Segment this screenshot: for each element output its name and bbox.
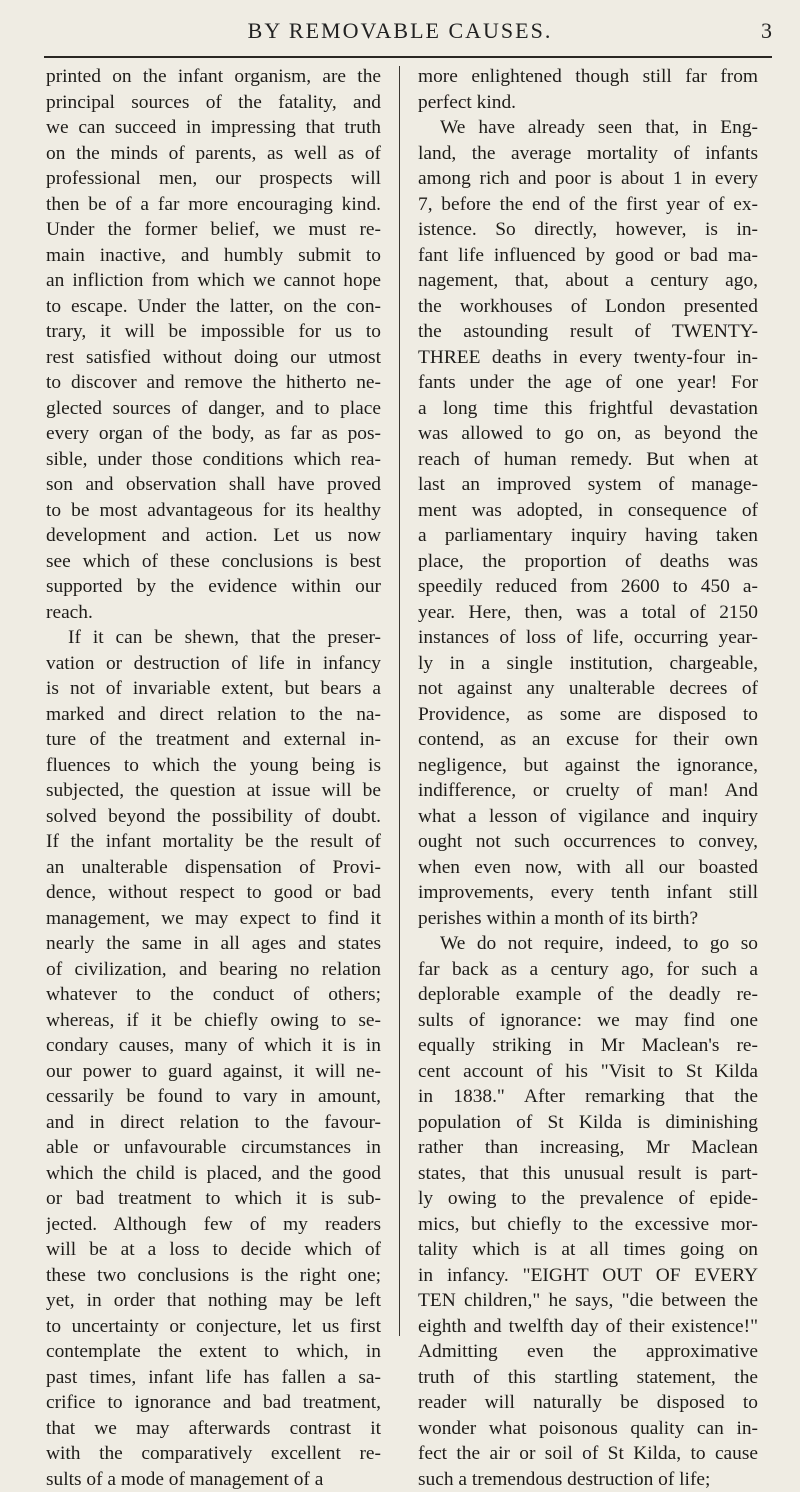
- text-line: If the infant mortality be the result of: [46, 829, 381, 855]
- right-text-column: [418, 64, 758, 1492]
- text-line: fant life influenced by good or bad ma-: [418, 243, 758, 269]
- text-line: glected sources of danger, and to place: [46, 396, 381, 422]
- text-line: which the child is placed, and the good: [46, 1161, 381, 1187]
- text-line: professional men, our prospects will: [46, 166, 381, 192]
- text-line: when even now, with all our boasted: [418, 855, 758, 881]
- text-line: land, the average mortality of infants: [418, 141, 758, 167]
- text-line: will be at a loss to decide which of: [46, 1237, 381, 1263]
- text-line: Providence, as some are disposed to: [418, 702, 758, 728]
- text-line: speedily reduced from 2600 to 450 a-: [418, 574, 758, 600]
- page-number: 3: [761, 18, 772, 44]
- text-line: ture of the treatment and external in-: [46, 727, 381, 753]
- text-line: sults of ignorance: we may find one: [418, 1008, 758, 1034]
- text-line: instances of loss of life, occurring year-: [418, 625, 758, 651]
- text-line: perfect kind.: [418, 90, 758, 116]
- text-line: see which of these conclusions is best: [46, 549, 381, 575]
- text-line: on the minds of parents, as well as of: [46, 141, 381, 167]
- text-line: ly owing to the prevalence of epide-: [418, 1186, 758, 1212]
- text-line: cessarily be found to vary in amount,: [46, 1084, 381, 1110]
- text-line: Admitting even the approximative: [418, 1339, 758, 1365]
- text-line: an infliction from which we cannot hope: [46, 268, 381, 294]
- text-line: development and action. Let us now: [46, 523, 381, 549]
- text-line: indifference, or cruelty of man! And: [418, 778, 758, 804]
- text-line: subjected, the question at issue will be: [46, 778, 381, 804]
- left-text-column: [46, 64, 381, 1492]
- text-line: cent account of his "Visit to St Kilda: [418, 1059, 758, 1085]
- text-line: reach of human remedy. But when at: [418, 447, 758, 473]
- text-line: last an improved system of manage-: [418, 472, 758, 498]
- text-line: vation or destruction of life in infancy: [46, 651, 381, 677]
- text-line: more enlightened though still far from: [418, 64, 758, 90]
- text-line: dence, without respect to good or bad: [46, 880, 381, 906]
- running-title: BY REMOVABLE CAUSES.: [160, 18, 640, 44]
- text-line: We have already seen that, in Eng-: [418, 115, 758, 141]
- text-line: nearly the same in all ages and states: [46, 931, 381, 957]
- text-line: then be of a far more encouraging kind.: [46, 192, 381, 218]
- text-line: not against any unalterable decrees of: [418, 676, 758, 702]
- text-line: sible, under those conditions which rea-: [46, 447, 381, 473]
- text-line: a parliamentary inquiry having taken: [418, 523, 758, 549]
- text-line: in infancy. "EIGHT OUT OF EVERY: [418, 1263, 758, 1289]
- text-line: marked and direct relation to the na-: [46, 702, 381, 728]
- text-line: far back as a century ago, for such a: [418, 957, 758, 983]
- text-line: trary, it will be impossible for us to: [46, 319, 381, 345]
- text-line: is not of invariable extent, but bears a: [46, 676, 381, 702]
- text-line: principal sources of the fatality, and: [46, 90, 381, 116]
- text-line: able or unfavourable circumstances in: [46, 1135, 381, 1161]
- text-line: perishes within a month of its birth?: [418, 906, 758, 932]
- text-line: fluences to which the young being is: [46, 753, 381, 779]
- text-line: that we may afterwards contrast it: [46, 1416, 381, 1442]
- text-line: we can succeed in impressing that truth: [46, 115, 381, 141]
- text-line: to uncertainty or conjecture, let us first: [46, 1314, 381, 1340]
- text-line: Under the former belief, we must re-: [46, 217, 381, 243]
- text-line: crifice to ignorance and bad treatment,: [46, 1390, 381, 1416]
- text-line: a long time this frightful devastation: [418, 396, 758, 422]
- text-line: whatever to the conduct of others;: [46, 982, 381, 1008]
- text-line: eighth and twelfth day of their existence!": [418, 1314, 758, 1340]
- text-line: management, we may expect to find it: [46, 906, 381, 932]
- header-rule: [44, 56, 772, 58]
- text-line: rest satisfied without doing our utmost: [46, 345, 381, 371]
- text-line: reader will naturally be disposed to: [418, 1390, 758, 1416]
- text-line: states, that this unusual result is part-: [418, 1161, 758, 1187]
- text-line: to discover and remove the hitherto ne-: [46, 370, 381, 396]
- text-line: these two conclusions is the right one;: [46, 1263, 381, 1289]
- text-line: among rich and poor is about 1 in every: [418, 166, 758, 192]
- text-line: improvements, every tenth infant still: [418, 880, 758, 906]
- text-line: supported by the evidence within our: [46, 574, 381, 600]
- text-line: TEN children," he says, "die between the: [418, 1288, 758, 1314]
- text-line: 7, before the end of the first year of ex-: [418, 192, 758, 218]
- text-line: solved beyond the possibility of doubt.: [46, 804, 381, 830]
- text-line: We do not require, indeed, to go so: [418, 931, 758, 957]
- text-line: ment was adopted, in consequence of: [418, 498, 758, 524]
- text-line: equally striking in Mr Maclean's re-: [418, 1033, 758, 1059]
- text-line: population of St Kilda is diminishing: [418, 1110, 758, 1136]
- text-line: THREE deaths in every twenty-four in-: [418, 345, 758, 371]
- column-divider: [399, 66, 400, 1336]
- text-line: jected. Although few of my readers: [46, 1212, 381, 1238]
- text-line: yet, in order that nothing may be left: [46, 1288, 381, 1314]
- text-line: mics, but chiefly to the excessive mor-: [418, 1212, 758, 1238]
- text-line: contemplate the extent to which, in: [46, 1339, 381, 1365]
- text-line: ly in a single institution, chargeable,: [418, 651, 758, 677]
- text-line: son and observation shall have proved: [46, 472, 381, 498]
- text-line: main inactive, and humbly submit to: [46, 243, 381, 269]
- text-line: year. Here, then, was a total of 2150: [418, 600, 758, 626]
- text-line: to escape. Under the latter, on the con-: [46, 294, 381, 320]
- text-line: rather than increasing, Mr Maclean: [418, 1135, 758, 1161]
- text-line: negligence, but against the ignorance,: [418, 753, 758, 779]
- text-line: fants under the age of one year! For: [418, 370, 758, 396]
- text-line: istence. So directly, however, is in-: [418, 217, 758, 243]
- text-line: truth of this startling statement, the: [418, 1365, 758, 1391]
- text-line: past times, infant life has fallen a sa-: [46, 1365, 381, 1391]
- text-line: reach.: [46, 600, 381, 626]
- text-line: whereas, if it be chiefly owing to se-: [46, 1008, 381, 1034]
- text-line: an unalterable dispensation of Provi-: [46, 855, 381, 881]
- text-line: sults of a mode of management of a: [46, 1467, 381, 1492]
- text-line: what a lesson of vigilance and inquiry: [418, 804, 758, 830]
- text-line: and in direct relation to the favour-: [46, 1110, 381, 1136]
- text-line: printed on the infant organism, are the: [46, 64, 381, 90]
- text-line: contend, as an excuse for their own: [418, 727, 758, 753]
- text-line: tality which is at all times going on: [418, 1237, 758, 1263]
- text-line: fect the air or soil of St Kilda, to cause: [418, 1441, 758, 1467]
- text-line: the astounding result of TWENTY-: [418, 319, 758, 345]
- text-line: such a tremendous destruction of life;: [418, 1467, 758, 1492]
- text-line: to be most advantageous for its healthy: [46, 498, 381, 524]
- text-line: place, the proportion of deaths was: [418, 549, 758, 575]
- text-line: or bad treatment to which it is sub-: [46, 1186, 381, 1212]
- text-line: deplorable example of the deadly re-: [418, 982, 758, 1008]
- running-head: [0, 12, 800, 52]
- text-line: with the comparatively excellent re-: [46, 1441, 381, 1467]
- text-line: If it can be shewn, that the preser-: [46, 625, 381, 651]
- text-line: was allowed to go on, as beyond the: [418, 421, 758, 447]
- text-line: condary causes, many of which it is in: [46, 1033, 381, 1059]
- text-line: ought not such occurrences to convey,: [418, 829, 758, 855]
- text-line: in 1838." After remarking that the: [418, 1084, 758, 1110]
- text-line: every organ of the body, as far as pos-: [46, 421, 381, 447]
- text-line: the workhouses of London presented: [418, 294, 758, 320]
- text-line: wonder what poisonous quality can in-: [418, 1416, 758, 1442]
- text-line: of civilization, and bearing no relation: [46, 957, 381, 983]
- text-line: nagement, that, about a century ago,: [418, 268, 758, 294]
- text-line: our power to guard against, it will ne-: [46, 1059, 381, 1085]
